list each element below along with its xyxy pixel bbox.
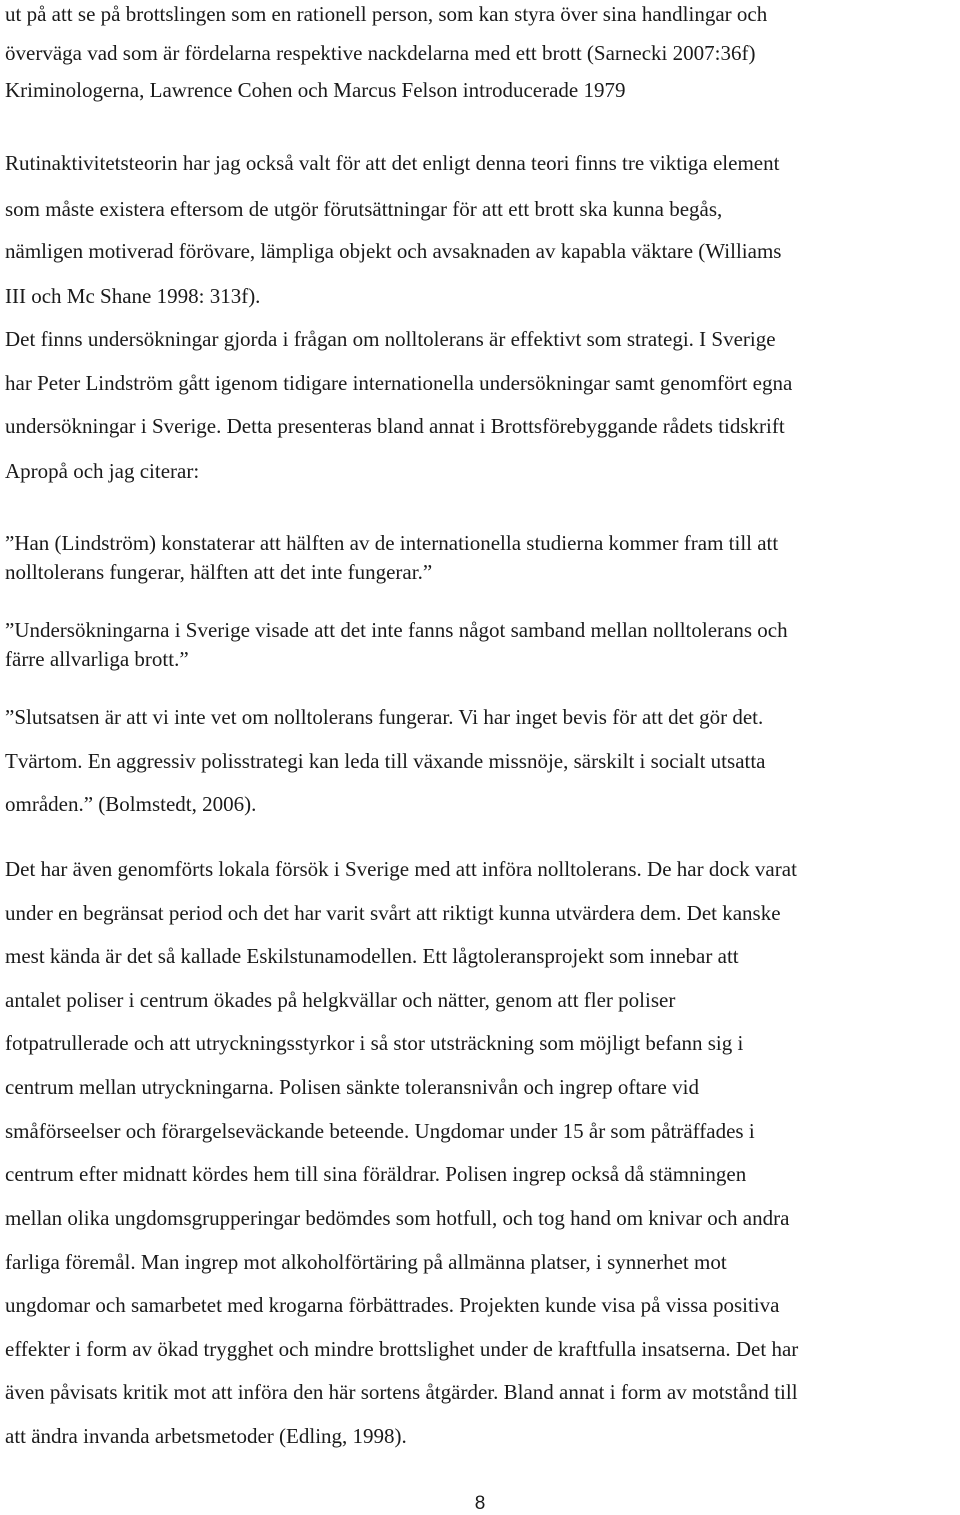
quote-line: Tvärtom. En aggressiv polisstrategi kan leda till växande missnöje, särskilt i socialt utsatta (5, 749, 766, 773)
quote-line: färre allvarliga brott.” (5, 647, 189, 671)
text-line: som måste existera eftersom de utgör förutsättningar för att ett brott ska kunna begås, (5, 197, 723, 221)
text-line: nämligen motiverad förövare, lämpliga objekt och avsaknaden av kapabla väktare (Williams (5, 239, 782, 263)
text-line: har Peter Lindström gått igenom tidigare internationella undersökningar samt genomfört egna (5, 371, 793, 395)
text-line: centrum mellan utryckningarna. Polisen sänkte toleransnivån och ingrep oftare vid (5, 1075, 699, 1099)
text-line: ungdomar och samarbetet med krogarna förbättrades. Projekten kunde visa på vissa positiva (5, 1293, 780, 1317)
text-line: mest kända är det så kallade Eskilstunamodellen. Ett lågtoleransprojekt som innebar att (5, 944, 739, 968)
text-line: farliga föremål. Man ingrep mot alkoholförtäring på allmänna platser, i synnerhet mot (5, 1250, 727, 1274)
text-line: centrum efter midnatt kördes hem till sina föräldrar. Polisen ingrep också då stämningen (5, 1162, 747, 1186)
text-line: överväga vad som är fördelarna respektive nackdelarna med ett brott (Sarnecki 2007:36f) (5, 41, 756, 65)
text-line: undersökningar i Sverige. Detta presenteras bland annat i Brottsförebyggande rådets tidskrift (5, 414, 785, 438)
text-line: även påvisats kritik mot att införa den här sortens åtgärder. Bland annat i form av motstånd till (5, 1380, 798, 1404)
page-number: 8 (474, 1493, 486, 1514)
text-line: mellan olika ungdomsgrupperingar bedömdes som hotfull, och tog hand om knivar och andra (5, 1206, 790, 1230)
text-line: att ändra invanda arbetsmetoder (Edling, 1998). (5, 1424, 407, 1448)
quote-line: nolltolerans fungerar, hälften att det inte fungerar.” (5, 560, 433, 584)
quote-line: områden.” (Bolmstedt, 2006). (5, 792, 257, 816)
text-line: småförseelser och förargelseväckande beteende. Ungdomar under 15 år som påträffades i (5, 1119, 755, 1143)
text-line: III och Mc Shane 1998: 313f). (5, 284, 261, 308)
text-line: Kriminologerna, Lawrence Cohen och Marcus Felson introducerade 1979 (5, 78, 626, 102)
text-line: ut på att se på brottslingen som en rationell person, som kan styra över sina handlingar och (5, 2, 768, 26)
quote-line: ”Slutsatsen är att vi inte vet om nolltolerans fungerar. Vi har inget bevis för att det gör det. (5, 705, 764, 729)
text-line: effekter i form av ökad trygghet och mindre brottslighet under de kraftfulla insatserna. Det har (5, 1337, 799, 1361)
text-line: under en begränsat period och det har varit svårt att riktigt kunna utvärdera dem. Det kanske (5, 901, 781, 925)
quote-line: ”Undersökningarna i Sverige visade att det inte fanns något samband mellan nolltolerans och (5, 618, 788, 642)
text-line: Rutinaktivitetsteorin har jag också valt för att det enligt denna teori finns tre viktiga element (5, 151, 780, 175)
text-line: Apropå och jag citerar: (5, 459, 200, 483)
text-line: Det finns undersökningar gjorda i frågan om nolltolerans är effektivt som strategi. I Sverige (5, 327, 776, 351)
quote-line: ”Han (Lindström) konstaterar att hälften av de internationella studierna kommer fram till att (5, 531, 779, 555)
text-line: fotpatrullerade och att utryckningsstyrkor i så stor utsträckning som möjligt befann sig i (5, 1031, 744, 1055)
text-line: antalet poliser i centrum ökades på helgkvällar och nätter, genom att fler poliser (5, 988, 676, 1012)
text-line: Det har även genomförts lokala försök i Sverige med att införa nolltolerans. De har dock varat (5, 857, 797, 881)
